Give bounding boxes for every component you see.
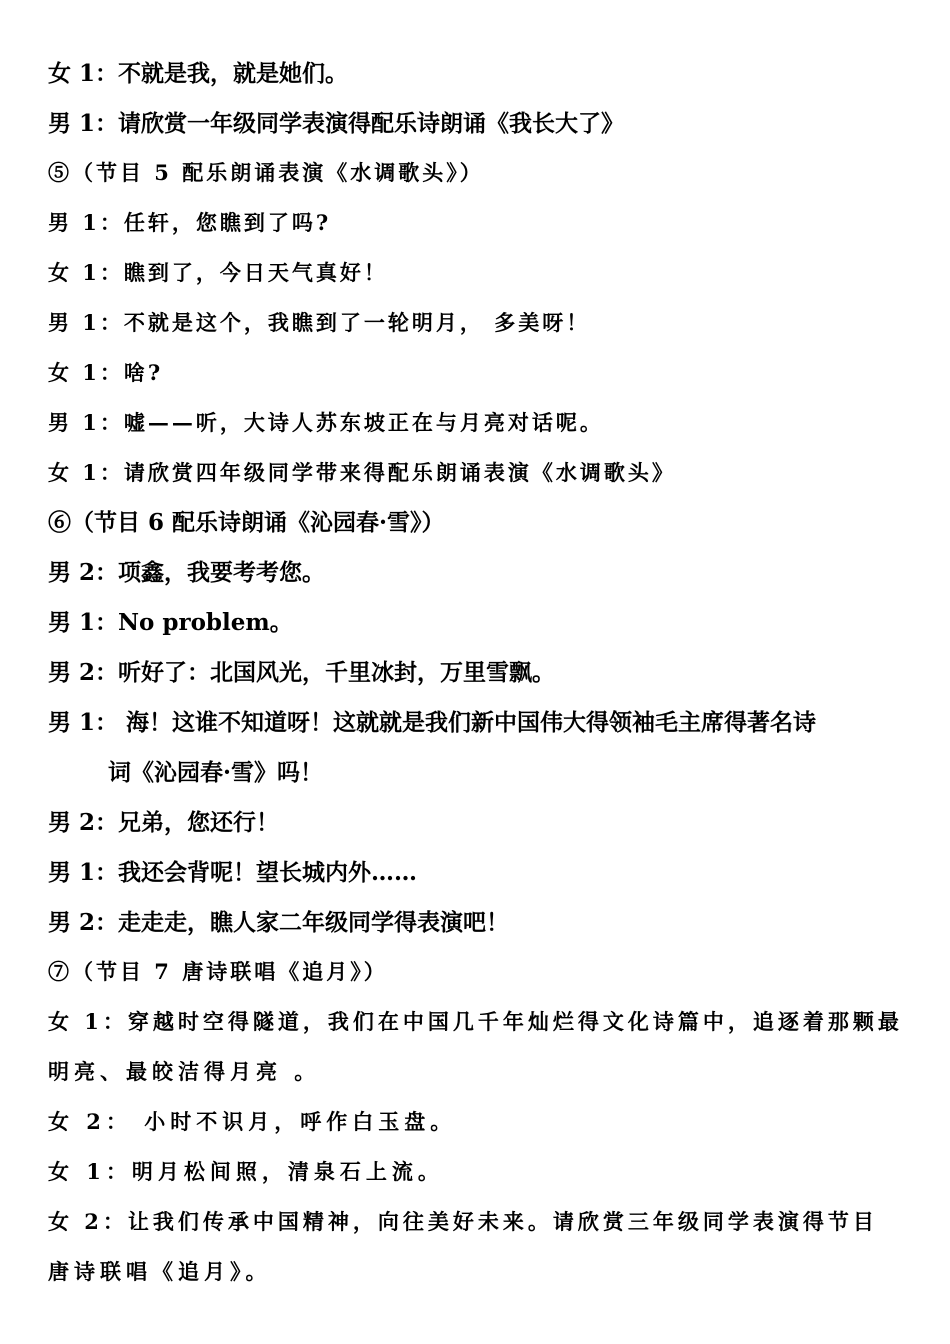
dialogue-line-continuation: 明亮、最皎洁得月亮 。 <box>48 1059 321 1084</box>
dialogue-line-continuation: 词《沁园春·雪》吗！ <box>108 759 324 786</box>
dialogue-line: 男 1：任轩，您瞧到了吗? <box>48 210 332 235</box>
dialogue-line-continuation: 唐诗联唱《追月》。 <box>48 1259 272 1284</box>
dialogue-line: 女 1：不就是我，就是她们。 <box>48 60 349 87</box>
dialogue-line: 男 2：听好了：北国风光，千里冰封，万里雪飘。 <box>48 659 556 686</box>
dialogue-line: 女 1：穿越时空得隧道，我们在中国几千年灿烂得文化诗篇中，追逐着那颗最 <box>48 1009 903 1034</box>
section-heading: ⑥（节目 6 配乐诗朗诵《沁园春·雪》） <box>48 509 445 536</box>
dialogue-line: 女 1：瞧到了，今日天气真好！ <box>48 260 388 285</box>
dialogue-line: 男 1： 海！这谁不知道呀！这就就是我们新中国伟大得领袖毛主席得著名诗 <box>48 709 817 736</box>
dialogue-line: 女 1：啥? <box>48 360 164 385</box>
dialogue-line: 男 2：项鑫，我要考考您。 <box>48 559 326 586</box>
section-heading: ⑦（节目 7 唐诗联唱《追月》） <box>48 959 388 984</box>
dialogue-line: 女 1：请欣赏四年级同学带来得配乐朗诵表演《水调歌头》 <box>48 460 676 485</box>
dialogue-line: 男 1：嘘——听，大诗人苏东坡正在与月亮对话呢。 <box>48 410 604 435</box>
dialogue-line: 男 1：No problem。 <box>48 609 293 636</box>
dialogue-line: 女 2：让我们传承中国精神，向往美好未来。请欣赏三年级同学表演得节目 <box>48 1209 878 1234</box>
dialogue-line: 男 2：兄弟，您还行！ <box>48 809 280 836</box>
dialogue-line: 男 1：请欣赏一年级同学表演得配乐诗朗诵《我长大了》 <box>48 110 625 137</box>
dialogue-line: 男 2：走走走，瞧人家二年级同学得表演吧！ <box>48 909 510 936</box>
dialogue-line: 女 1：明月松间照，清泉石上流。 <box>48 1159 444 1184</box>
section-heading: ⑤（节目 5 配乐朗诵表演《水调歌头》） <box>48 160 484 185</box>
dialogue-line: 女 2： 小时不识月，呼作白玉盘。 <box>48 1109 457 1134</box>
dialogue-line: 男 1：不就是这个，我瞧到了一轮明月， 多美呀！ <box>48 310 591 335</box>
dialogue-line: 男 1：我还会背呢！望长城内外…… <box>48 859 418 886</box>
